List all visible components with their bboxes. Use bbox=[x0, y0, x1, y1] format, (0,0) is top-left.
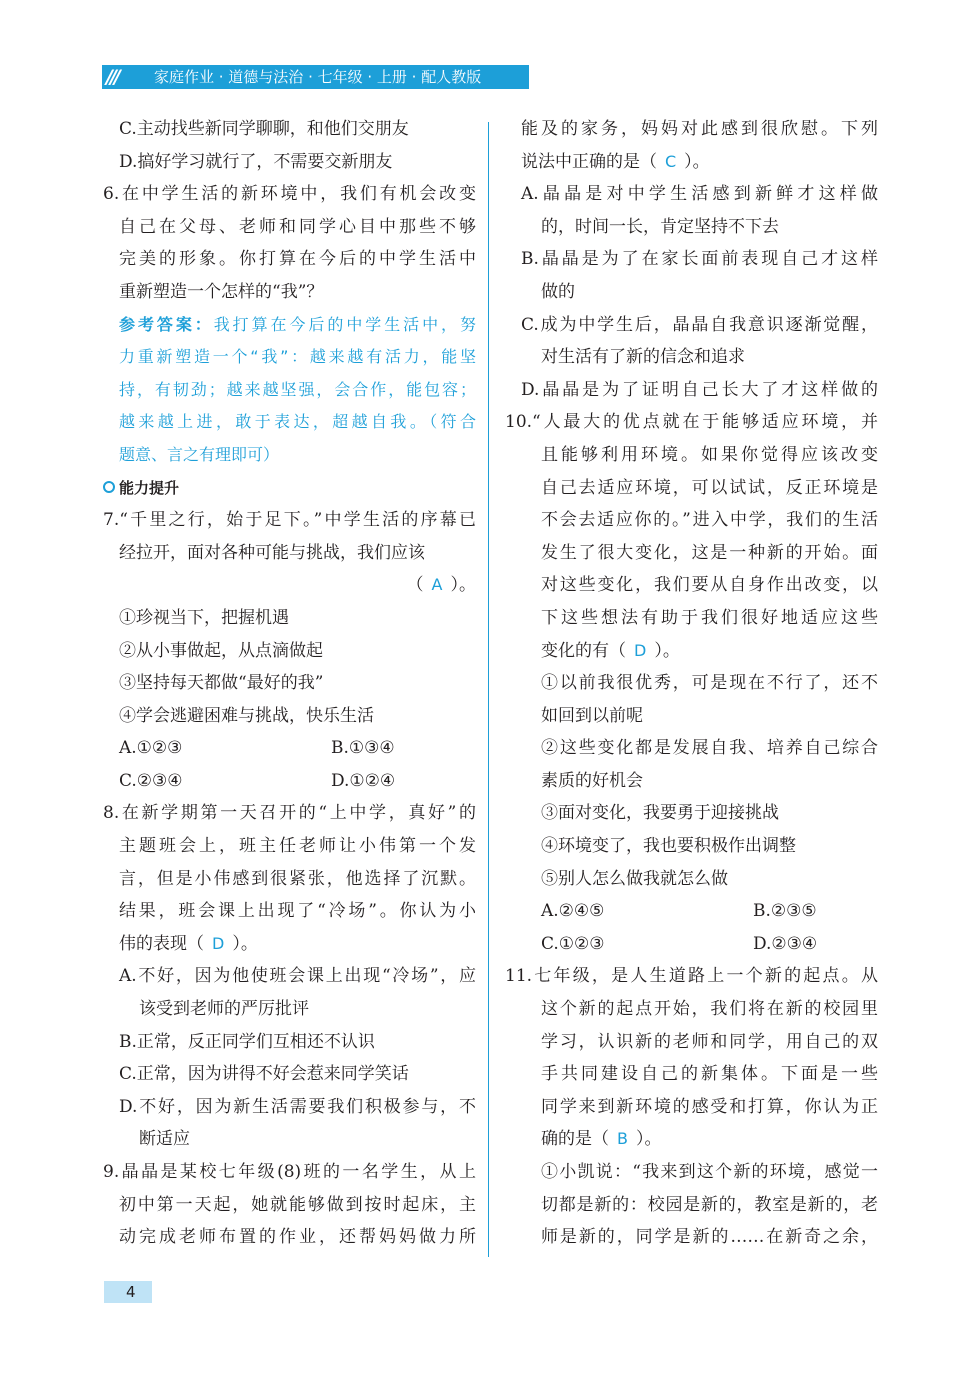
reference-text: 我打算在今后的中学生活中，努 bbox=[213, 314, 476, 334]
q9-option-b-cont: 做的 bbox=[541, 281, 575, 302]
q10-item-cont: 素质的好机会 bbox=[541, 770, 643, 791]
q10-options-row bbox=[505, 895, 878, 928]
q11-item-cont: 切都是新的：校园是新的，教室是新的，老 bbox=[541, 1194, 878, 1215]
q5-option-d: D.搞好学习就行了，不需要交新朋友 bbox=[119, 151, 393, 172]
q6-reference-answer: 持，有韧劲；越来越坚强，会合作，能包容； bbox=[119, 379, 476, 399]
q9-option-d: D.晶晶是为了证明自己长大了才这样做的 bbox=[521, 379, 878, 400]
q10-option-a: A.②④⑤ bbox=[541, 901, 605, 922]
q8-option-a: A.不好，因为他使班会课上出现“冷场”，应 bbox=[119, 966, 476, 987]
q11-item: ①小凯说：“我来到这个新的环境，感觉一 bbox=[541, 1162, 878, 1182]
header-title: 家庭作业 · 道德与法治 · 七年级 · 上册 · 配人教版 bbox=[154, 68, 482, 86]
q10-item: ⑤别人怎么做我就怎么做 bbox=[541, 868, 728, 889]
right-column bbox=[505, 113, 878, 1254]
q7-line: 7.“千里之行，始于足下。”中学生活的序幕已 bbox=[103, 510, 476, 531]
q6-line: 6.在中学生活的新环境中，我们有机会改变 bbox=[103, 184, 476, 205]
q7-option-a: A.①②③ bbox=[119, 738, 183, 759]
q6-reference-answer: 题意、言之有理即可） bbox=[119, 444, 280, 464]
q11-answer: B bbox=[617, 1129, 628, 1149]
q8-option-c: C.正常，因为讲得不好会惹来同学笑话 bbox=[119, 1064, 409, 1085]
q8-option-d-cont: 断适应 bbox=[139, 1129, 190, 1150]
q10-line: 自己去适应环境，可以试试，反正环境是 bbox=[541, 477, 878, 498]
q10-line: 下这些想法有助于我们很好地适应这些 bbox=[541, 607, 878, 628]
q7-options-row bbox=[103, 732, 476, 765]
q10-item: ①以前我很优秀，可是现在不行了，还不 bbox=[541, 673, 878, 694]
page-number-tag bbox=[104, 1281, 152, 1303]
q5-option-c: C.主动找些新同学聊聊，和他们交朋友 bbox=[119, 119, 409, 139]
q10-option-b: B.②③⑤ bbox=[753, 901, 817, 922]
q11-answer-line bbox=[505, 1123, 878, 1156]
q10-line: 不会去适应你的。”进入中学，我们的生活 bbox=[541, 510, 878, 531]
paren-left: （ bbox=[406, 575, 424, 596]
q7-item: ③坚持每天都做“最好的我” bbox=[119, 673, 324, 694]
q10-options-row bbox=[505, 928, 878, 961]
q10-line: 发生了很大变化，这是一种新的开始。面 bbox=[541, 542, 878, 563]
q10-option-d: D.②③④ bbox=[753, 933, 818, 954]
q7-option-b: B.①③④ bbox=[331, 738, 395, 759]
q10-line: 10.“人最大的优点就在于能够适应环境，并 bbox=[505, 412, 878, 433]
q9-option-c: C.成为中学生后，晶晶自我意识逐渐觉醒， bbox=[521, 314, 878, 335]
q7-line: 经拉开，面对各种可能与挑战，我们应该 bbox=[119, 542, 425, 563]
q11-line: 同学来到新环境的感受和打算，你认为正 bbox=[541, 1096, 878, 1117]
q11-line: 11.七年级，是人生道路上一个新的起点。从 bbox=[505, 966, 878, 987]
q9-line: 动完成老师布置的作业，还帮妈妈做力所 bbox=[119, 1227, 476, 1248]
q11-item-cont: 师是新的，同学是新的……在新奇之余， bbox=[541, 1227, 878, 1248]
column-divider bbox=[488, 122, 489, 1257]
q9-option-a: A.晶晶是对中学生活感到新鲜才这样做 bbox=[521, 184, 878, 205]
q8-stem-end: 伟的表现（ bbox=[119, 933, 204, 954]
q6-line: 完美的形象。你打算在今后的中学生活中 bbox=[119, 249, 476, 270]
q7-item: ④学会逃避困难与挑战，快乐生活 bbox=[119, 705, 374, 726]
q9-line: 能及的家务，妈妈对此感到很欣慰。下列 bbox=[521, 119, 878, 139]
q9-answer-line bbox=[505, 146, 878, 179]
q9-answer: C bbox=[665, 151, 677, 171]
q6-reference-answer: 力重新塑造一个“我”：越来越有活力，能坚 bbox=[119, 347, 476, 367]
q6-line: 重新塑造一个怎样的“我”？ bbox=[119, 281, 324, 302]
paren-right: ）。 bbox=[450, 575, 476, 596]
ring-icon bbox=[103, 481, 115, 493]
q10-item: ④环境变了，我也要积极作出调整 bbox=[541, 836, 796, 857]
q9-line: 初中第一天起，她就能够做到按时起床，主 bbox=[119, 1194, 476, 1215]
q10-line: 且能够利用环境。如果你觉得应该改变 bbox=[541, 444, 878, 465]
q9-stem-end: 说法中正确的是（ bbox=[521, 151, 657, 172]
section-title bbox=[103, 472, 476, 505]
q10-answer: D bbox=[634, 640, 647, 660]
q6-line: 自己在父母、老师和同学心目中那些不够 bbox=[119, 216, 476, 237]
paren-right: ）。 bbox=[232, 933, 258, 954]
q7-item: ②从小事做起，从点滴做起 bbox=[119, 640, 323, 661]
q8-option-b: B.正常，反正同学们互相还不认识 bbox=[119, 1031, 375, 1052]
q8-option-d: D.不好，因为新生活需要我们积极参与，不 bbox=[119, 1096, 476, 1117]
q9-option-c-cont: 对生活有了新的信念和追求 bbox=[541, 347, 745, 368]
q10-item: ②这些变化都是发展自我、培养自己综合 bbox=[541, 738, 878, 759]
q11-line: 学习，认识新的老师和同学，用自己的双 bbox=[541, 1031, 878, 1052]
q10-item: ③面对变化，我要勇于迎接挑战 bbox=[541, 803, 779, 824]
q8-line: 结果，班会课上出现了“冷场”。你认为小 bbox=[119, 901, 476, 922]
paren-right: ）。 bbox=[635, 1129, 662, 1150]
q7-options-row bbox=[103, 765, 476, 798]
q10-stem-end: 变化的有（ bbox=[541, 640, 626, 661]
q10-option-c: C.①②③ bbox=[541, 933, 605, 954]
section-label: 能力提升 bbox=[119, 478, 180, 497]
q10-answer-line bbox=[505, 635, 878, 668]
q6-reference-answer bbox=[103, 309, 476, 342]
q7-option-d: D.①②④ bbox=[331, 770, 396, 791]
q9-option-b: B.晶晶是为了在家长面前表现自己才这样 bbox=[521, 249, 878, 270]
q8-option-a-cont: 该受到老师的严厉批评 bbox=[139, 999, 309, 1020]
q10-line: 对这些变化，我们要从自身作出改变，以 bbox=[541, 575, 878, 596]
reference-label: 参考答案： bbox=[119, 314, 214, 334]
q7-answer: A bbox=[431, 575, 443, 595]
q9-option-a-cont: 的，时间一长，肯定坚持不下去 bbox=[541, 216, 779, 237]
q11-stem-end: 确的是（ bbox=[541, 1129, 609, 1150]
header-stripes: /// bbox=[106, 66, 118, 88]
header-banner bbox=[102, 65, 529, 89]
q8-line: 言，但是小伟感到很紧张，他选择了沉默。 bbox=[119, 868, 476, 889]
page-number: 4 bbox=[126, 1283, 136, 1301]
left-column bbox=[103, 113, 476, 1254]
q7-option-c: C.②③④ bbox=[119, 770, 183, 791]
q8-line: 8.在新学期第一天召开的“上中学，真好”的 bbox=[103, 803, 476, 824]
paren-right: ）。 bbox=[654, 640, 680, 661]
paren-right: ）。 bbox=[684, 151, 710, 172]
q7-answer-line bbox=[103, 569, 476, 602]
q9-line: 9.晶晶是某校七年级(8)班的一名学生，从上 bbox=[103, 1162, 476, 1182]
q8-answer: D bbox=[212, 933, 225, 953]
q8-answer-line bbox=[103, 928, 476, 961]
q6-reference-answer: 越来越上进，敢于表达，超越自我。（符合 bbox=[119, 412, 476, 432]
q11-line: 手共同建设自己的新集体。下面是一些 bbox=[541, 1064, 878, 1085]
q8-line: 主题班会上，班主任老师让小伟第一个发 bbox=[119, 836, 476, 857]
q10-item-cont: 如回到以前呢 bbox=[541, 705, 643, 726]
q7-item: ①珍视当下，把握机遇 bbox=[119, 607, 289, 628]
q11-line: 这个新的起点开始，我们将在新的校园里 bbox=[541, 999, 878, 1020]
